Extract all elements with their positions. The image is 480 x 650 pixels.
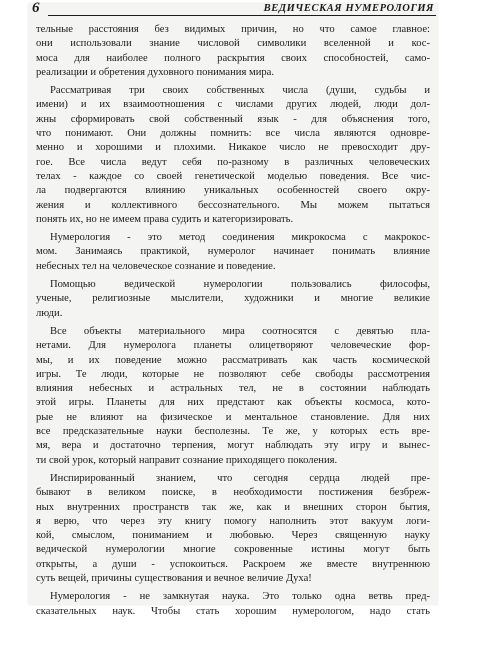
text-line: влияния небесных и астральных тел, не в состоянии наблюдать (36, 383, 430, 395)
text-line: жны сформировать свой собственный язык - для объяснения того, (36, 113, 430, 125)
text-line: тельные расстояния без видимых причин, но что самое главное: (36, 24, 430, 35)
text-line: небесных тел на человеческое сознание и поведение. (36, 260, 276, 272)
text-line: гое. Все числа ведут себя по-разному в различных человеческих (36, 156, 430, 168)
text-line: они использовали знание числовой символики вселенной и кос- (36, 38, 430, 50)
text-line: бывают в великом поиске, в необходимости постижения безбреж- (36, 487, 430, 499)
text-line: открыты, а души - успокоиться. Раскроем же вместе внутреннюю (36, 558, 430, 570)
text-line: ведической нумерологии многие сокровенные истины могут быть (36, 544, 430, 556)
paragraph (36, 231, 430, 274)
text-line: Рассматривая три своих собственных числа (души, судьбы и (50, 85, 430, 97)
text-line: Нумерология - не замкнутая наука. Это только одна ветвь пред- (50, 591, 430, 603)
text-line: ла подвергаются влиянию уникальных особенностей своего окру- (36, 185, 430, 197)
page-number: 6 (32, 0, 40, 16)
text-line: я верю, что через эту книгу помогу наполнить этот вакуум логи- (36, 515, 430, 527)
paragraph (36, 84, 430, 227)
text-line: ных внутренних пространств так же, как и внешних сторон бытия, (36, 501, 430, 513)
text-line: игры. Те люди, которые не позволяют себе свободы рассмотрения (36, 368, 430, 380)
running-title: ВЕДИЧЕСКАЯ НУМЕРОЛОГИЯ (263, 3, 434, 14)
text-line: моса для наиболее полного раскрытия своих способностей, само- (36, 52, 430, 64)
text-line: люди. (36, 307, 63, 319)
text-line: ти свой урок, который направит сознание приходящего поколения. (36, 454, 338, 466)
text-line: Все объекты материального мира соотносятся с девятью пла- (50, 325, 430, 337)
text-line: мы, и их поведение можно рассматривать как часть космической (36, 354, 430, 366)
paragraph (36, 590, 430, 619)
header-rule (48, 15, 436, 16)
text-line: нетами. Для нумеролога планеты олицетворяют человеческие фор- (36, 340, 430, 352)
text-line: телах - каждое со своей генетической моделью поведения. Все чис- (36, 170, 430, 182)
text-line: понять их, но не имеем права судить и категоризировать. (36, 213, 294, 225)
book-page (28, 0, 438, 617)
text-line: Нумерология - это метод соединения микрокосма с макрокос- (50, 232, 430, 244)
text-line: Помощью ведической нумерологии пользовались философы, (50, 279, 430, 291)
paragraph (36, 472, 430, 586)
running-head (32, 0, 436, 17)
text-line: все предсказательные науки бесполезны. Те же, у которых есть вре- (36, 426, 430, 438)
paragraph (36, 325, 430, 468)
text-line: жения и коллективного бессознательного. Мы можем пытаться (36, 199, 430, 211)
body-text (36, 23, 430, 619)
text-line: реализации и обретения духовного понимания мира. (36, 66, 275, 78)
text-line: что понимают. Они должны помнить: все числа являются одновре- (36, 128, 430, 140)
text-line: мом. Занимаясь практикой, нумеролог начинает понимать влияние (36, 246, 430, 258)
text-line: кой, смыслом, пониманием и любовью. Через священную науку (36, 530, 430, 542)
text-line: менно и хорошими и плохими. Никакое число не превосходит дру- (36, 142, 430, 154)
paragraph (36, 23, 430, 80)
text-line: ученые, религиозные мыслители, художники и многие великие (36, 293, 430, 305)
text-line: рые не влияют на физическое и ментальное становление. Для них (36, 411, 430, 423)
text-line: Инспирированный знанием, что сегодня сердца людей пре- (50, 472, 430, 484)
text-line: имени) и их взаимоотношения с числами других людей, люди дол- (36, 99, 430, 111)
paragraph (36, 278, 430, 321)
text-line: сказательных наук. Чтобы стать хорошим нумерологом, надо стать (36, 605, 430, 617)
text-line: мя, вера и достаточно терпения, могут наблюдать эту игру и вынес- (36, 440, 430, 452)
text-line: суть вещей, причины существования и вечное величие Духа! (36, 572, 312, 584)
text-line: этой игры. Планеты для них предстают как объекты космоса, кото- (36, 397, 430, 409)
